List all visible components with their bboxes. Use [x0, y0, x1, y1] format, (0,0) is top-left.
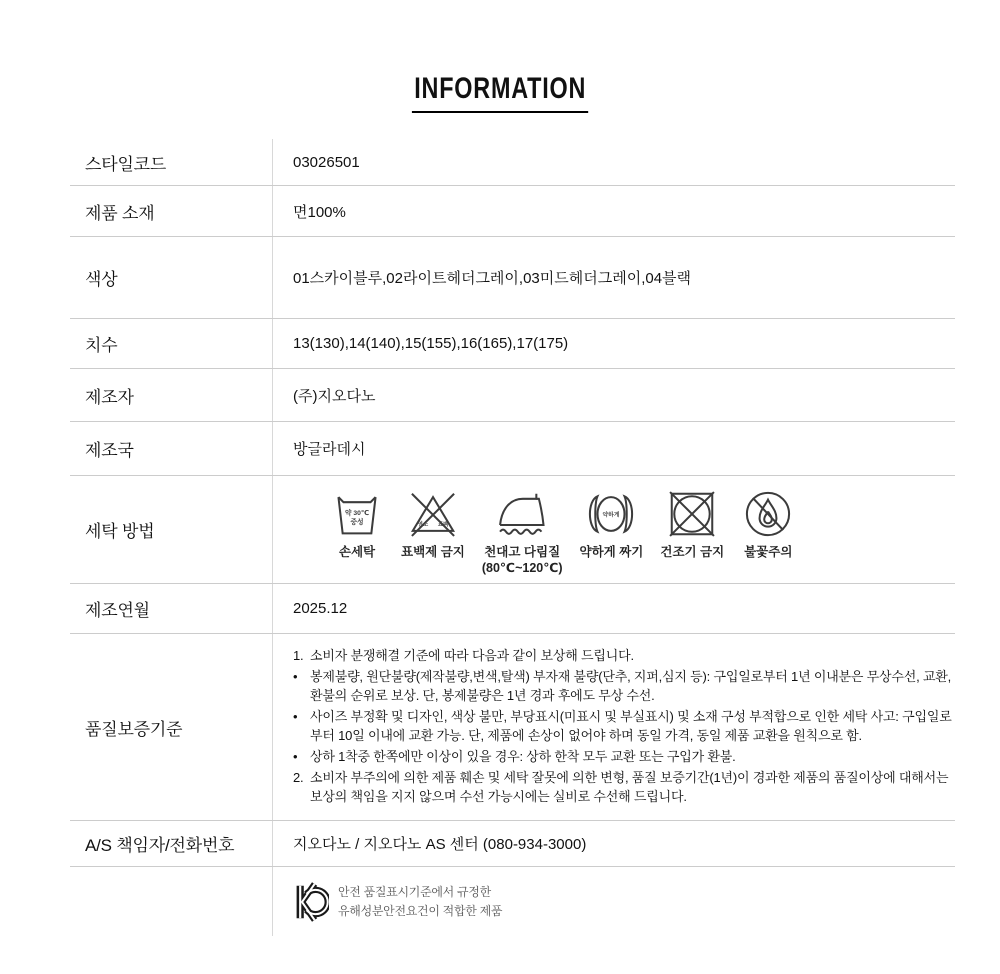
table-row-wash-method	[70, 476, 955, 584]
iron-with-cloth-icon	[495, 487, 549, 541]
table-row-manufacturer	[70, 369, 955, 422]
table-row-size	[70, 319, 955, 369]
row-value: 13(130),14(140),15(155),16(165),17(175)	[293, 335, 569, 352]
no-bleach-icon	[406, 487, 460, 541]
warranty-line-text: 봉제불량, 원단불량(제작불량,변색,탈색) 부자재 불량(단추, 지퍼,심지 등): 구입일로부터 1년 이내분은 무상수선, 교환, 환불의 순위로 보상. 단, 봉제불량은 1년 경과 후에도 무상 수선.	[310, 669, 952, 703]
no-open-flame-icon	[741, 487, 795, 541]
warranty-line	[293, 768, 953, 806]
kc-text-line2: 유해성분안전요건이 적합한 제품	[338, 903, 503, 918]
table-row-material	[70, 186, 955, 237]
table-row-country	[70, 422, 955, 476]
care-item	[580, 487, 644, 560]
care-label: 불꽃주의	[744, 544, 793, 559]
care-label: 약하게 짜기	[579, 544, 644, 559]
row-value: 03026501	[293, 153, 360, 171]
no-tumble-dry-icon	[665, 487, 719, 541]
row-value: 면100%	[293, 203, 346, 221]
care-label: 건조기 금지	[660, 544, 725, 559]
warranty-line-text: 소비자 부주의에 의한 제품 훼손 및 세탁 잘못에 의한 변형, 품질 보증기간(1년)이 경과한 제품의 품질이상에 대해서는 보상의 책임을 지지 않으며 수선 가능시에는 실비로 수선해 드립니다.	[310, 770, 949, 804]
row-value: (주)지오다노	[293, 387, 376, 405]
row-label: 제품 소재	[70, 186, 273, 236]
care-label: 표백제 금지	[401, 544, 465, 559]
row-value: 01스카이블루,02라이트헤더그레이,03미드헤더그레이,04블랙	[293, 270, 692, 287]
kc-text-line1: 안전 품질표시기준에서 규정한	[338, 884, 491, 899]
care-item	[401, 487, 465, 560]
hand-wash-icon	[330, 487, 384, 541]
warranty-line	[293, 667, 953, 705]
row-label: 품질보증기준	[70, 634, 273, 820]
kc-mark-icon	[293, 882, 329, 922]
warranty-line-marker: •	[293, 669, 298, 684]
care-item	[660, 487, 724, 560]
warranty-line	[293, 707, 953, 745]
warranty-line-text: 상하 1착중 한쪽에만 이상이 있을 경우: 상하 한착 모두 교환 또는 구입가 환불.	[310, 749, 736, 764]
svg-text:표백: 표백	[437, 521, 449, 528]
care-item	[330, 487, 384, 560]
warranty-line	[293, 646, 953, 665]
info-table	[70, 139, 955, 936]
care-item	[482, 487, 563, 577]
warranty-line-text: 소비자 분쟁해결 기준에 따라 다음과 같이 보상해 드립니다.	[310, 648, 634, 663]
warranty-line-marker: 2.	[293, 770, 304, 785]
row-value: 지오다노 / 지오다노 AS 센터 (080-934-3000)	[293, 836, 587, 853]
row-label: 세탁 방법	[70, 476, 273, 583]
care-label: 손세탁	[338, 544, 376, 559]
svg-text:중성: 중성	[350, 518, 364, 526]
kc-certification-text	[338, 883, 502, 920]
care-item	[741, 487, 795, 560]
care-symbols	[293, 483, 795, 577]
row-label: 색상	[70, 237, 273, 318]
kc-certification	[293, 882, 502, 922]
warranty-line-marker: 1.	[293, 648, 304, 663]
warranty-line-marker: •	[293, 709, 298, 724]
warranty-policy-text	[293, 646, 953, 808]
table-row-manufacture-date	[70, 584, 955, 634]
row-value: 방글라데시	[293, 441, 366, 458]
table-row-after-service	[70, 821, 955, 867]
svg-text:약 30℃: 약 30℃	[344, 509, 370, 517]
row-label: 제조연월	[70, 584, 273, 633]
row-label: 스타일코드	[70, 139, 273, 185]
warranty-line	[293, 747, 953, 766]
table-row-warranty	[70, 634, 955, 821]
page-title: INFORMATION	[412, 72, 589, 113]
table-row-color	[70, 237, 955, 319]
svg-text:약하게: 약하게	[602, 512, 620, 519]
row-label-empty	[70, 867, 273, 936]
row-label: A/S 책임자/전화번호	[70, 821, 273, 866]
warranty-line-marker: •	[293, 749, 298, 764]
table-row-style-code	[70, 139, 955, 186]
row-value: 2025.12	[293, 600, 348, 617]
row-label: 제조국	[70, 422, 273, 475]
wring-gently-icon	[584, 487, 638, 541]
row-label: 치수	[70, 319, 273, 368]
table-row-kc-certification	[70, 867, 955, 936]
warranty-line-text: 사이즈 부정확 및 디자인, 색상 불만, 부당표시(미표시 및 부실표시) 및 소재 구성 부적합으로 인한 세탁 사고: 구입일로부터 10일 이내에 교환 가능. 단, 제품에 손상이 없어야 하며 동일 가격, 동일 제품 교환을 원칙으로 함.	[310, 709, 952, 743]
care-sublabel: (80℃~120℃)	[481, 561, 563, 575]
row-label: 제조자	[70, 369, 273, 421]
care-label: 천대고 다림질	[484, 544, 561, 559]
svg-text:염소: 염소	[417, 521, 429, 528]
